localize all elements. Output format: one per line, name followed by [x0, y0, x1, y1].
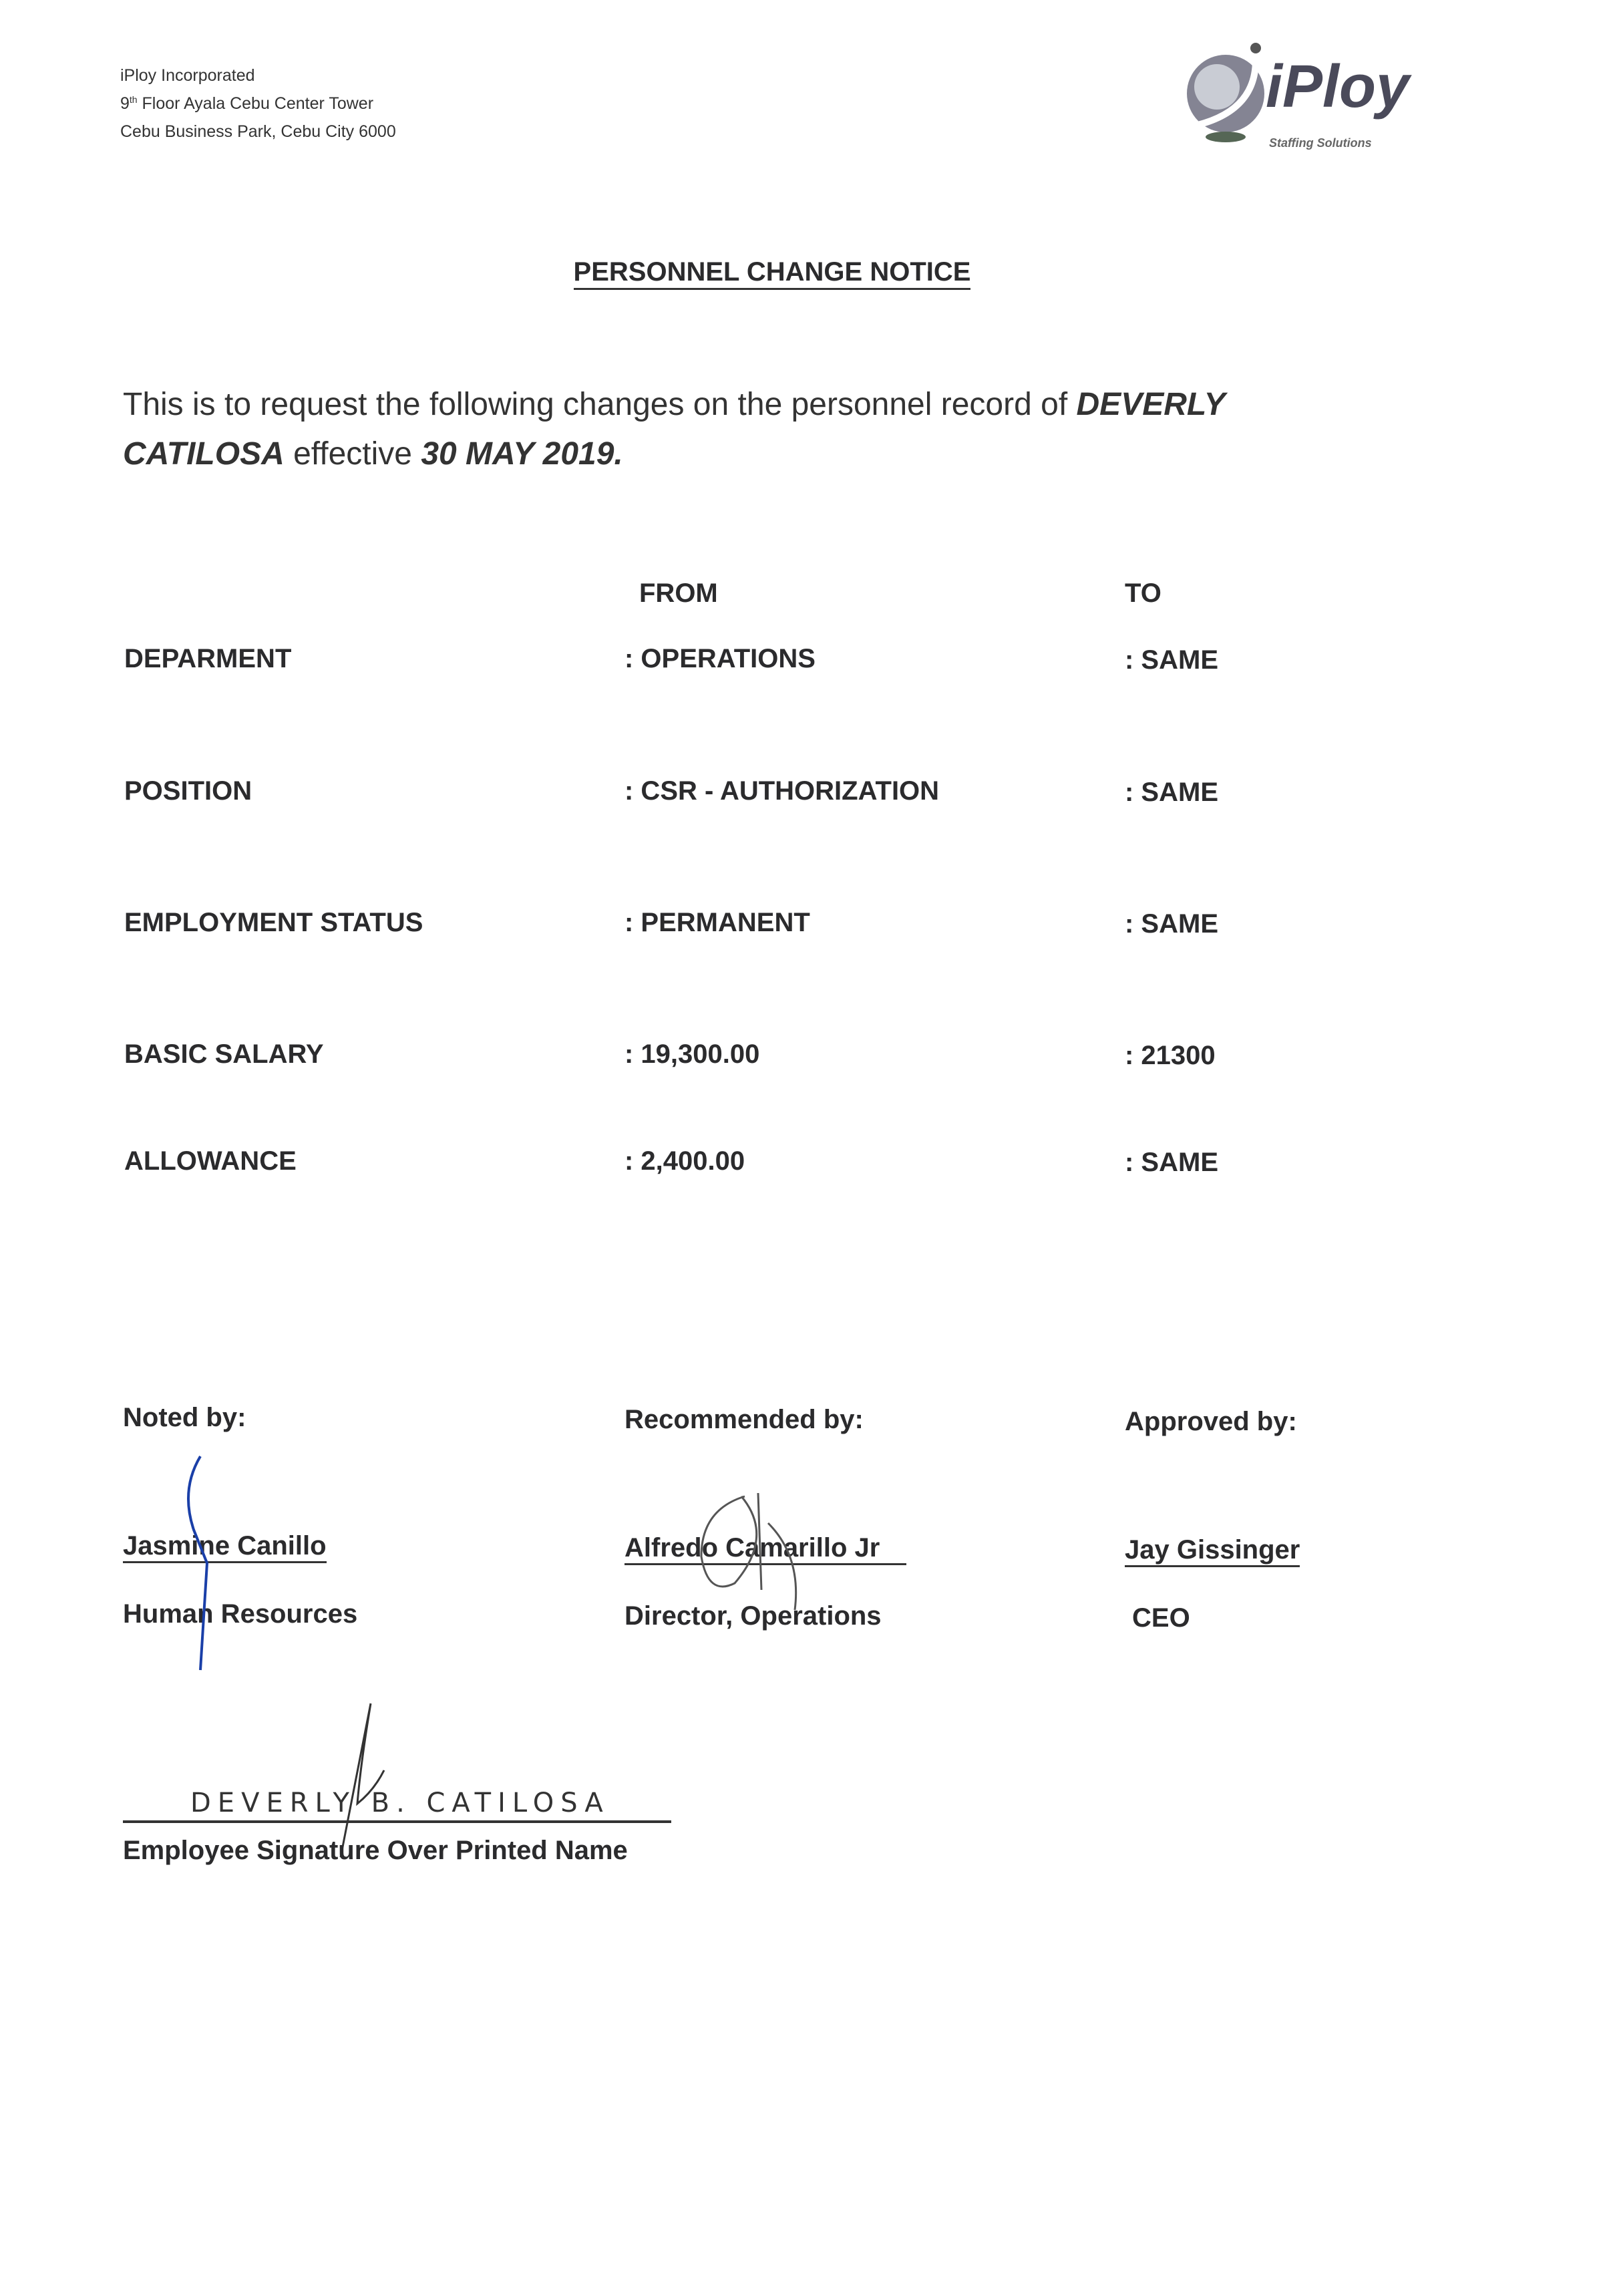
row-from-value: : PERMANENT [624, 908, 810, 937]
logo-text: iPloy [1266, 53, 1410, 120]
row-label: DEPARMENT [124, 644, 292, 673]
row-from-value: : CSR - AUTHORIZATION [624, 776, 940, 806]
employee-handwritten-name: DEVERLY B. CATILOSA [190, 1788, 610, 1818]
from-header: FROM [639, 579, 718, 608]
row-label: POSITION [124, 776, 252, 806]
page-title: PERSONNEL CHANGE NOTICE [0, 257, 1544, 287]
row-from-value: : OPERATIONS [624, 644, 816, 673]
signatory-role: Director, Operations [624, 1601, 882, 1631]
row-from-value: : 2,400.00 [624, 1146, 745, 1176]
row-to-value: : SAME [1125, 909, 1218, 939]
company-address-line1: 9th Floor Ayala Cebu Center Tower [120, 94, 374, 113]
intro-line2: CATILOSA effective 30 MAY 2019. [123, 436, 623, 472]
signatory-name: Alfredo Camarillo Jr [624, 1532, 906, 1564]
row-label: EMPLOYMENT STATUS [124, 908, 423, 937]
signatory-role: Human Resources [123, 1599, 358, 1629]
signatory-name: Jasmine Canillo [123, 1530, 327, 1562]
ordinal-suffix: th [129, 94, 138, 105]
row-to-value: : SAME [1125, 645, 1218, 675]
employee-signature-label: Employee Signature Over Printed Name [123, 1836, 628, 1865]
row-from-value: : 19,300.00 [624, 1039, 760, 1069]
to-header: TO [1125, 579, 1161, 608]
employee-last-name: CATILOSA [123, 436, 285, 472]
hr-signature [188, 1456, 207, 1670]
logo-tagline: Staffing Solutions [1269, 136, 1372, 150]
signatory-role: CEO [1132, 1603, 1190, 1633]
row-to-value: : SAME [1125, 778, 1218, 807]
signatory-heading: Recommended by: [624, 1405, 864, 1434]
row-label: ALLOWANCE [124, 1146, 297, 1176]
company-name: iPloy Incorporated [120, 66, 255, 85]
effective-date: 30 MAY 2019 [421, 436, 614, 472]
row-label: BASIC SALARY [124, 1039, 324, 1069]
intro-line1: This is to request the following changes on the personnel record of DEVERLY [123, 387, 1226, 422]
address-line1-text: Floor Ayala Cebu Center Tower [137, 94, 374, 113]
signatory-name: Jay Gissinger [1125, 1534, 1300, 1566]
row-to-value: : SAME [1125, 1148, 1218, 1177]
signatory-heading: Noted by: [123, 1403, 246, 1432]
signatory-heading: Approved by: [1125, 1407, 1297, 1436]
director-signature [701, 1493, 796, 1610]
company-address-line2: Cebu Business Park, Cebu City 6000 [120, 122, 396, 141]
employee-first-name: DEVERLY [1076, 387, 1226, 422]
row-to-value: : 21300 [1125, 1041, 1216, 1070]
